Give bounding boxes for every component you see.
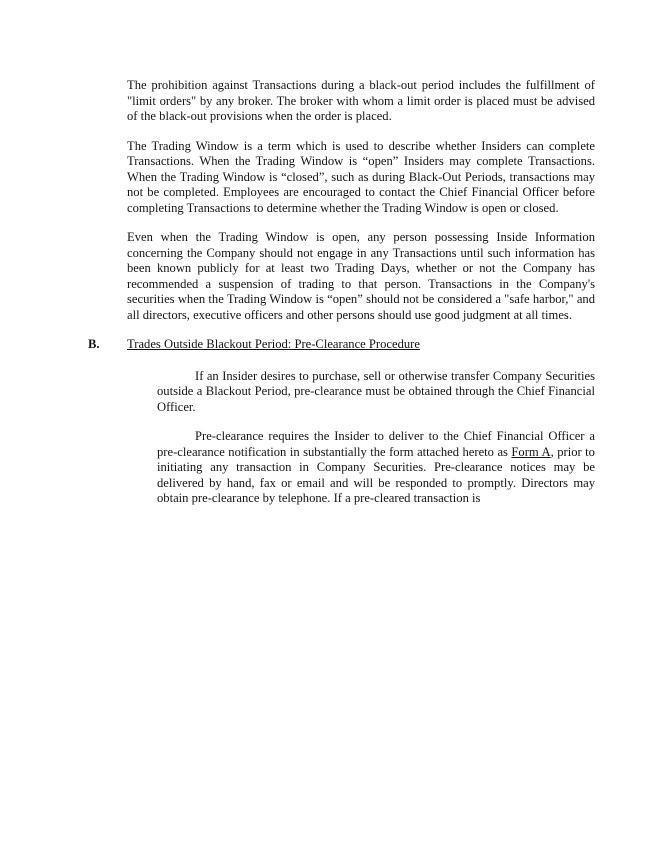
- section-heading-b: [88, 337, 595, 353]
- section-label: B.: [88, 337, 100, 351]
- paragraph-preclearance-procedure: [157, 429, 595, 507]
- paragraph-trading-window-definition: The Trading Window is a term which is used to describe whether Insiders can complete Transactions. When the Trading Window is “open” Insiders may complete Transactions. When the Trading Window is “closed”, such as during Black-Out Periods, transactions may not be completed. Employees are encouraged to contact the Chief Financial Officer before completing Transactions to determine whether the Trading Window is open or closed.: [127, 138, 595, 215]
- paragraph-preclearance-requirement: If an Insider desires to purchase, sell or otherwise transfer Company Securities outside a Blackout Period, pre-clearance must be obtained through the Chief Financial Officer.: [157, 368, 595, 414]
- paragraph-blackout-limit-orders: The prohibition against Transactions during a black-out period includes the fulfillment of "limit orders" by any broker. The broker with whom a limit order is placed must be advised of the black-out provisions when the order is placed.: [127, 78, 595, 123]
- pre-clearance-block: [157, 369, 595, 507]
- paragraph-inside-information-caution: Even when the Trading Window is open, any person possessing Inside Information concerning the Company should not engage in any Transactions until such information has been known publicly for at least two Trading Days, whether or not the Company has recommended a suspension of trading to that person. Transactions in the Company's securities when the Trading Window is “open” should not be considered a "safe harbor," and all directors, executive officers and other persons should use good judgment at all times.: [127, 230, 595, 322]
- preclearance-text-before-form-a: Pre-clearance requires the Insider to deliver to the Chief Financial Officer a pre-clearance notification in substantially the form attached hereto as: [157, 429, 595, 459]
- form-a-reference: Form A: [511, 444, 551, 459]
- preclearance-text-after-form-a: , prior to initiating any transaction in Company Securities. Pre-clearance notices may be delivered by hand, fax or email and will be responded to promptly. Directors may obtain pre-clearance by telephone. If a pre-cleared transaction is: [157, 444, 595, 505]
- section-title: Trades Outside Blackout Period: Pre-Clearance Procedure: [127, 337, 420, 351]
